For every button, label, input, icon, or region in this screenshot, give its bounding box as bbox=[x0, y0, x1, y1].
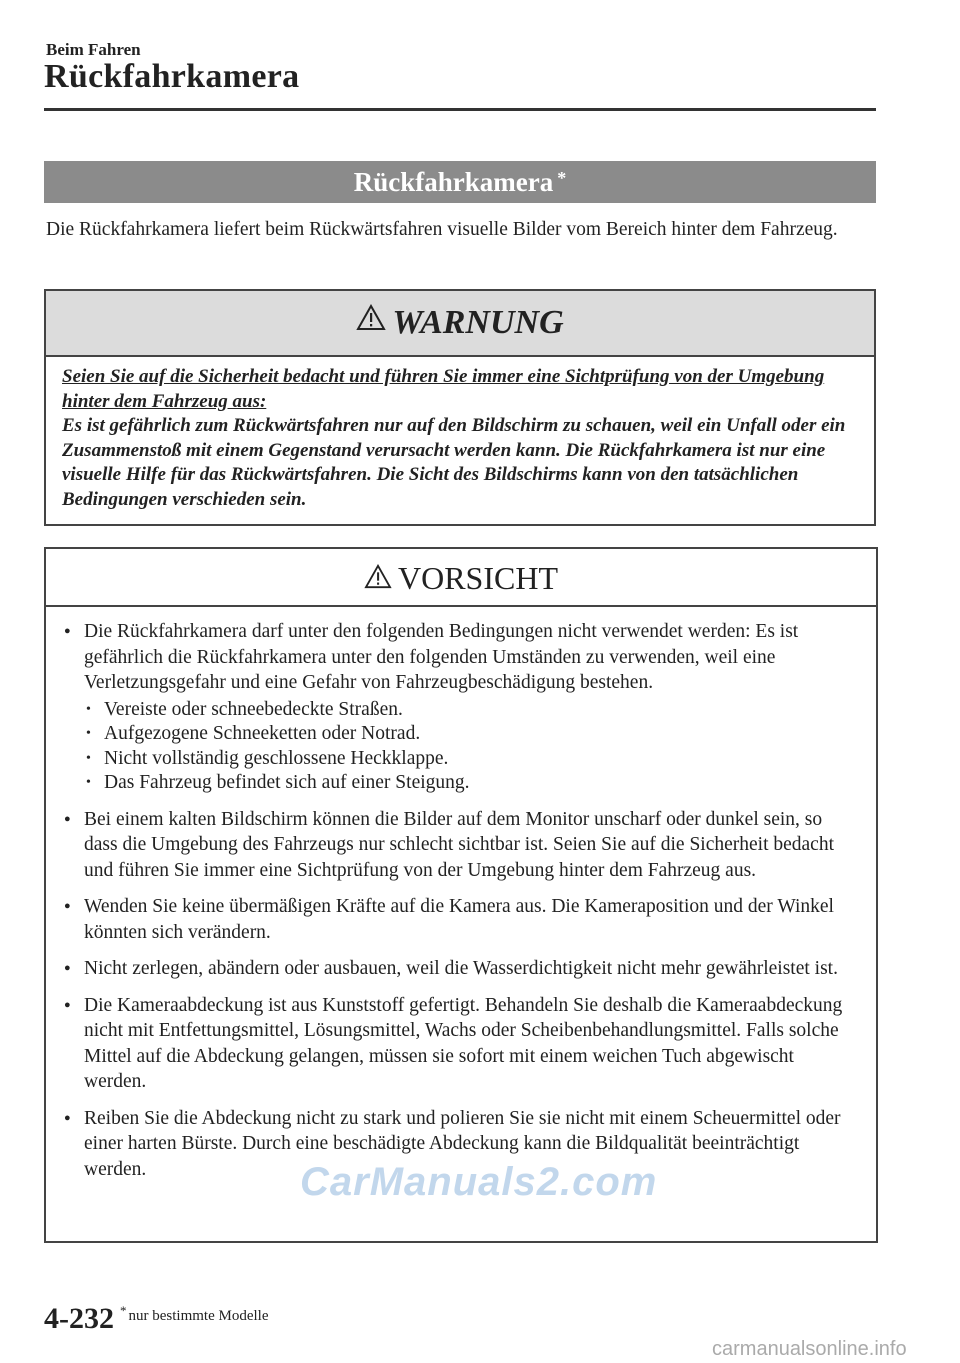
warning-header bbox=[46, 291, 874, 357]
warning-body bbox=[46, 357, 874, 512]
list-item: ● Die Kameraabdeckung ist aus Kunststoff gefertigt. Behandeln Sie deshalb die Kameraabdeckung nicht mit Entfettungsmittel, Lösungsmittel, Wachs oder Scheibenbehandlungsmittel. Falls solche Mittel auf die Abdeckung gelangen, müssen sie sofort mit einem weichen Tuch abgewischt werden. bbox=[64, 993, 860, 1095]
list-item: ● Nicht zerlegen, abändern oder ausbauen, weil die Wasserdichtigkeit nicht mehr gewährleistet ist. bbox=[64, 956, 860, 982]
caution-header bbox=[46, 549, 876, 607]
warning-triangle-icon bbox=[356, 289, 386, 353]
optional-equipment-marker: * bbox=[557, 168, 567, 188]
warning-text: Es ist gefährlich zum Rückwärtsfahren nur auf den Bildschirm zu schauen, weil ein Unfall oder ein Zusammenstoß mit einem Gegenstand verursacht werden kann. Die Rückfahrkamera ist nur eine visuelle Hilfe für das Rückwärtsfahren. Die Sicht des Bildschirms kann von den tatsächlichen Bedingungen verschieden sein. bbox=[62, 415, 846, 510]
caution-body bbox=[46, 607, 876, 1182]
footnote-text: nur bestimmte Modelle bbox=[128, 1308, 269, 1324]
warning-box bbox=[44, 289, 876, 526]
caution-triangle-icon bbox=[364, 549, 392, 607]
footnote-marker: * bbox=[120, 1303, 127, 1318]
header-rule bbox=[44, 108, 876, 111]
chapter-label: Beim Fahren bbox=[46, 40, 141, 59]
page-number: 4-232 bbox=[44, 1302, 114, 1335]
section-title: Rückfahrkamera bbox=[353, 167, 554, 197]
section-title-bar bbox=[44, 161, 876, 203]
page-title: Rückfahrkamera bbox=[44, 58, 300, 95]
warning-lead: Seien Sie auf die Sicherheit bedacht und führen Sie immer eine Sichtprüfung von der Umgebung hinter dem Fahrzeug aus: bbox=[62, 366, 825, 412]
warning-heading: WARNUNG bbox=[392, 304, 564, 341]
caution-heading: VORSICHT bbox=[397, 560, 558, 596]
sub-list bbox=[64, 698, 860, 796]
list-item: ● Reiben Sie die Abdeckung nicht zu stark und polieren Sie sie nicht mit einem Scheuermittel oder einer harten Bürste. Durch eine beschädigte Abdeckung kann die Bildqualität beeinträchtigt werden. bbox=[64, 1106, 860, 1183]
sub-list-item: • Nicht vollständig geschlossene Heckklappe. bbox=[64, 747, 860, 772]
sub-list-item: • Vereiste oder schneebedeckte Straßen. bbox=[64, 698, 860, 723]
watermark-overlay: CarManuals2.com bbox=[300, 1160, 658, 1204]
list-item: ● Bei einem kalten Bildschirm können die Bilder auf dem Monitor unscharf oder dunkel sein, so dass die Umgebung des Fahrzeugs nur schlecht sichtbar ist. Seien Sie auf die Sicherheit bedacht und führen Sie immer eine Sichtprüfung von der Umgebung hinter dem Fahrzeug aus. bbox=[64, 807, 860, 884]
sub-list-item: • Das Fahrzeug befindet sich auf einer Steigung. bbox=[64, 771, 860, 796]
intro-paragraph: Die Rückfahrkamera liefert beim Rückwärtsfahren visuelle Bilder vom Bereich hinter dem Fahrzeug. bbox=[46, 219, 838, 240]
site-watermark: carmanualsonline.info bbox=[712, 1338, 907, 1360]
caution-box bbox=[44, 547, 878, 1243]
footnote bbox=[120, 1303, 269, 1325]
list-item: ● Die Rückfahrkamera darf unter den folgenden Bedingungen nicht verwendet werden: Es ist gefährlich die Rückfahrkamera unter den folgenden Umständen zu verwenden, weil eine Verletzungsgefahr und eine Gefahr von Fahrzeugbeschädigung bestehen. bbox=[64, 619, 860, 696]
sub-list-item: • Aufgezogene Schneeketten oder Notrad. bbox=[64, 722, 860, 747]
list-item: ● Wenden Sie keine übermäßigen Kräfte auf die Kamera aus. Die Kameraposition und der Winkel könnten sich verändern. bbox=[64, 894, 860, 945]
